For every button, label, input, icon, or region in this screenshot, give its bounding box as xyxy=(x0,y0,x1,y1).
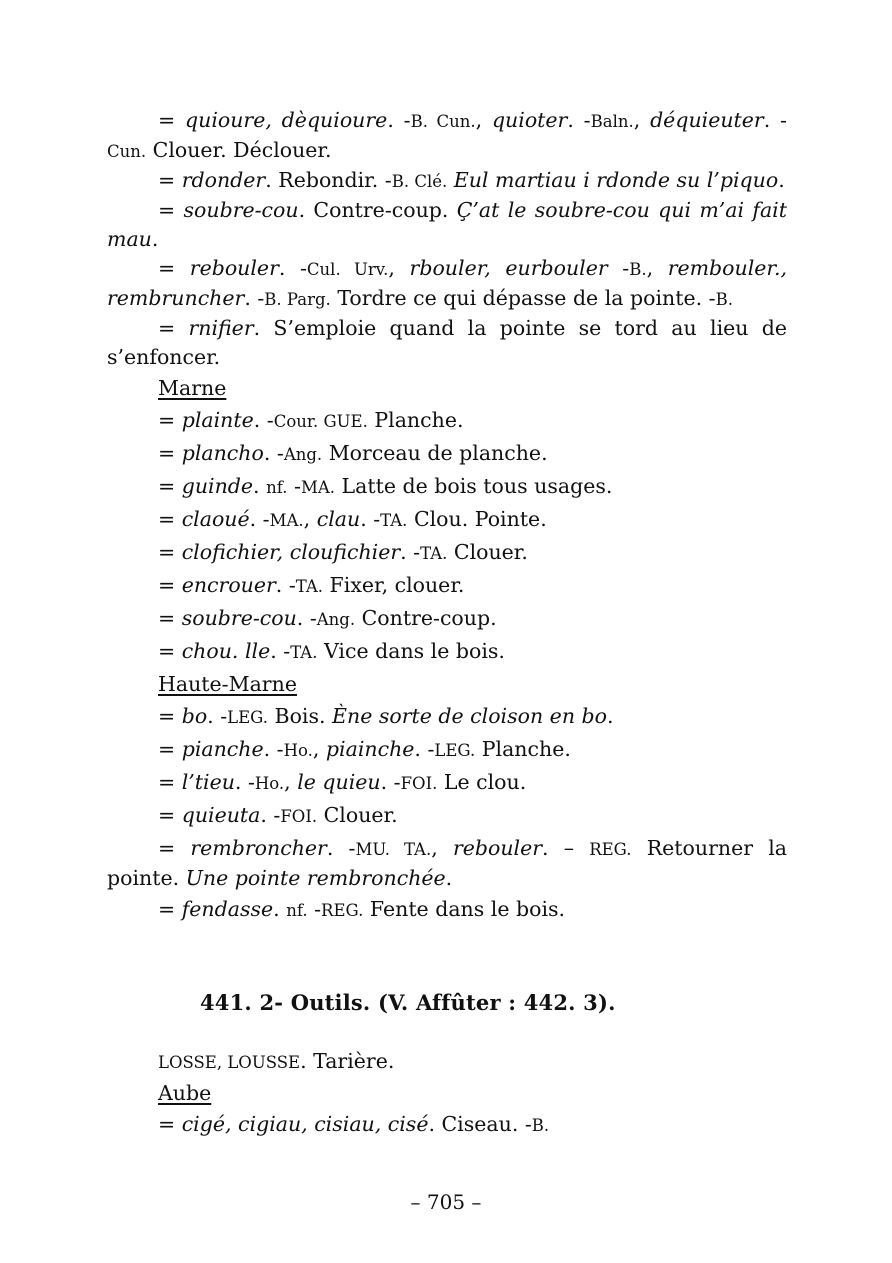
section-title-marne: Marne xyxy=(158,376,227,400)
page-number: – 705 – xyxy=(410,1190,482,1214)
entry-soubre-cou: = soubre-cou. Contre-coup. Ç’at le soubre-cou qui m’ai fait mau. xyxy=(107,198,787,251)
entry-rembroncher: = rembroncher. -MU. TA., rebouler. – REG. Retourner la pointe. Une pointe rembronchée. xyxy=(107,836,787,890)
section-heading: 441. 2- Outils. (V. Affûter : 442. 3). xyxy=(200,990,616,1015)
entry-rnifier: = rnifier. S’emploie quand la pointe se tord au lieu de s’enfoncer. xyxy=(107,316,787,369)
entry-pianche: = pianche. -Ho., piainche. -LEG. Planche. xyxy=(158,737,571,761)
entry-bo: = bo. -LEG. Bois. Ène sorte de cloison en bo. xyxy=(158,704,614,728)
entry-rebouler: = rebouler. -Cul. Urv., rbouler, eurbouler -B., rembouler., rembruncher. -B. Parg. Tordre ce qui dépasse de la pointe. -B. xyxy=(107,256,787,310)
entry-quioure: = quioure, dèquioure. -B. Cun., quioter. -Baln., déquieuter. -Cun. Clouer. Déclouer. xyxy=(107,108,787,162)
entry-clofichier: = clofichier, cloufichier. -TA. Clouer. xyxy=(158,540,528,564)
main-text xyxy=(107,106,787,926)
entry-plancho: = plancho. -Ang. Morceau de planche. xyxy=(158,441,548,465)
entry-rdonder: = rdonder. Rebondir. -B. Clé. Eul martiau i rdonde su l’piquo. xyxy=(158,168,785,192)
entry-quieuta: = quieuta. -FOI. Clouer. xyxy=(158,803,398,827)
entry-claoue: = claoué. -MA., clau. -TA. Clou. Pointe. xyxy=(158,507,547,531)
tools-section xyxy=(158,1046,549,1141)
entry-ltieu: = l’tieu. -Ho., le quieu. -FOI. Le clou. xyxy=(158,770,527,794)
entry-fendasse: = fendasse. nf. -REG. Fente dans le bois. xyxy=(158,897,566,921)
entry-chou-lle: = chou. lle. -TA. Vice dans le bois. xyxy=(158,639,505,663)
entry-soubre-cou-marne: = soubre-cou. -Ang. Contre-coup. xyxy=(158,606,497,630)
entry-plainte: = plainte. -Cour. GUE. Planche. xyxy=(158,408,464,432)
section-title-haute-marne: Haute-Marne xyxy=(158,672,297,696)
entry-cige: = cigé, cigiau, cisiau, cisé. Ciseau. -B. xyxy=(158,1112,550,1136)
entry-losse: LOSSE, LOUSSE. Tarière. xyxy=(158,1049,395,1073)
section-title-aube: Aube xyxy=(158,1081,212,1105)
entry-guinde: = guinde. nf. -MA. Latte de bois tous usages. xyxy=(158,474,613,498)
entry-encrouer: = encrouer. -TA. Fixer, clouer. xyxy=(158,573,465,597)
